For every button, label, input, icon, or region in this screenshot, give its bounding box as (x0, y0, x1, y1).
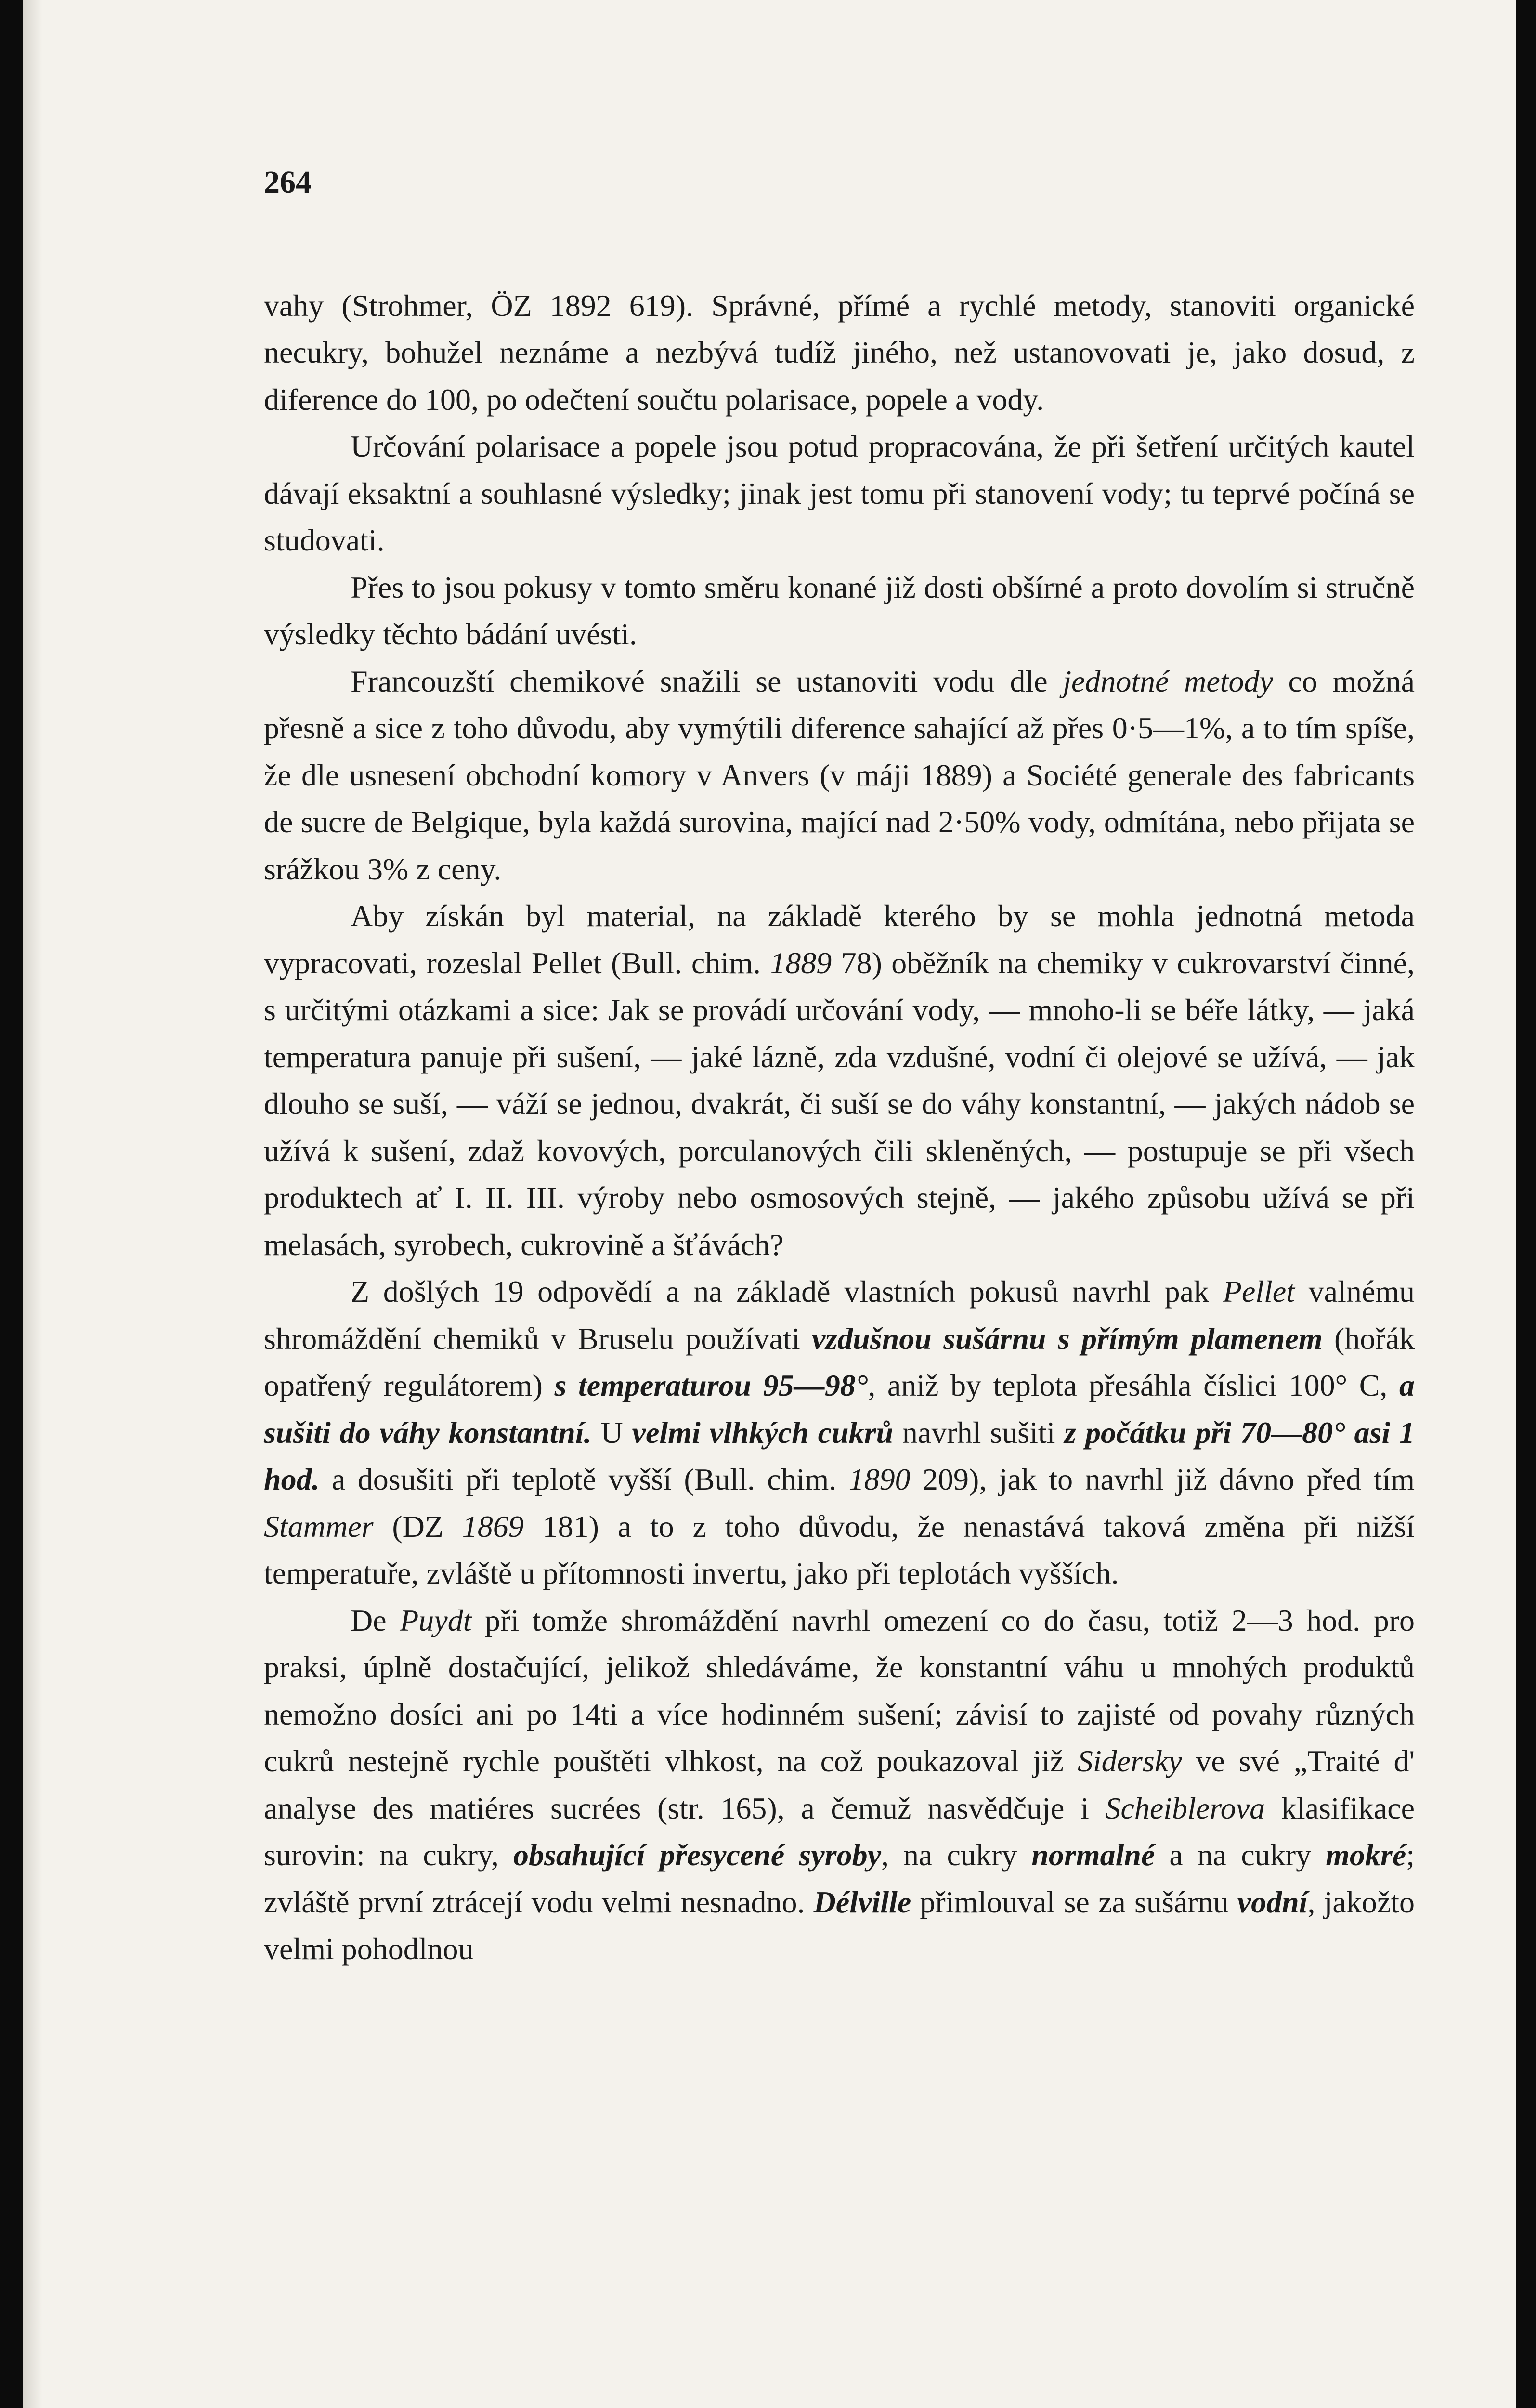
text-run: obsahující přesycené syroby (513, 1838, 881, 1872)
text-run: Délville (813, 1885, 911, 1919)
text-run: Francouzští chemikové snažili se ustanoviti vodu dle (351, 664, 1063, 698)
text-run: 1889 (770, 945, 832, 980)
text-run: vahy (Strohmer, ÖZ 1892 619). Správné, přímé a rychlé metody, stanoviti organické necukry, bohužel neznáme a nezbývá tudíž jiného, než ustanovovati je, jako dosud, z diference do 100, po odečtení součtu polarisace, popele a vody. (264, 288, 1415, 417)
text-run: navrhl sušiti (893, 1415, 1065, 1450)
paragraph-3 (264, 564, 1415, 658)
page-number: 264 (264, 165, 312, 200)
text-run: ; zvláště první ztrácejí vodu velmi nesnadno. (264, 1838, 1415, 1919)
text-run: , aniž by teplota přesáhla číslici 100° C, (868, 1368, 1399, 1402)
paragraph-1 (264, 282, 1415, 423)
text-run: 78) oběžník na chemiky v cukrovarství činné, s určitými otázkami a sice: Jak se provádí určování vody, — mnoho-li se béře látky, — jaká temperatura panuje při sušení, — jaké lázně, zda vzdušné, vodní či olejové se užívá, — jak dlouho se suší, — váží se jednou, dvakrát, či suší se do váhy konstantní, — jakých nádob se užívá k sušení, zdaž kovových, porculanových čili skleněných, — postupuje se při všech produktech ať I. II. III. výroby nebo osmosových stejně, — jakého způsobu užívá se při melasách, syrobech, cukrovině a šťávách? (264, 945, 1415, 1262)
text-run: (hořák opatřený regulátorem) (264, 1321, 1415, 1402)
text-run: mokré (1326, 1838, 1406, 1872)
text-run: 181) a to z toho důvodu, že nenastává taková změna při nižší temperatuře, zvláště u přítomnosti invertu, jako při teplotách vyšších. (264, 1509, 1415, 1590)
text-run: při tomže shromáždění navrhl omezení co do času, totiž 2—3 hod. pro praksi, úplně dostačující, jelikož shledáváme, že konstantní váhu u mnohých produktů nemožno dosíci ani po 14ti a více hodinném sušení; závisí to zajisté od povahy různých cukrů nestejně rychle pouštěti vlhkost, na což poukazoval již (264, 1603, 1415, 1778)
text-run: a na cukry (1155, 1838, 1326, 1872)
text-run: (DZ (373, 1509, 462, 1544)
paragraph-5 (264, 892, 1415, 1268)
text-run: Sidersky (1077, 1744, 1182, 1778)
text-run: s temperaturou 95—98° (554, 1368, 868, 1402)
text-run: Scheiblerova (1105, 1791, 1265, 1825)
text-run: De (351, 1603, 400, 1637)
text-run: valnému shromáždění chemiků v Bruselu používati (264, 1274, 1415, 1356)
text-run: , jakožto velmi pohodlnou (264, 1885, 1415, 1966)
text-run: co možná přesně a sice z toho důvodu, aby vymýtili diference sahající až přes 0·5—1%, a to tím spíše, že dle usnesení obchodní komory v Anvers (v máji 1889) a Société generale des fabricants de sucre de Belgique, byla každá surovina, mající nad 2·50% vody, odmítána, nebo přijata se srážkou 3% z ceny. (264, 664, 1415, 886)
text-run: Pellet (1223, 1274, 1295, 1309)
text-run: Přes to jsou pokusy v tomto směru konané již dosti obšírné a proto dovolím si stručně výsledky těchto bádání uvésti. (264, 570, 1415, 651)
page-text-block (264, 159, 1415, 1973)
text-run: 209), jak to navrhl již dávno před tím (910, 1462, 1415, 1496)
text-run: vodní (1237, 1885, 1308, 1919)
text-run: normalné (1031, 1838, 1155, 1872)
text-run: jednotné metody (1063, 664, 1273, 698)
text-run: 1890 (848, 1462, 911, 1496)
page-edge-shadow (23, 0, 42, 2408)
text-run: ve své „Traité d' analyse des matiéres sucrées (str. 165), a čemuž nasvědčuje i (264, 1744, 1415, 1825)
paragraph-2 (264, 423, 1415, 564)
text-run: Z došlých 19 odpovědí a na základě vlastních pokusů navrhl pak (351, 1274, 1223, 1309)
text-run: , na cukry (881, 1838, 1032, 1872)
text-run: a sušiti do váhy konstantní. (264, 1368, 1415, 1450)
paragraph-7 (264, 1597, 1415, 1973)
text-run: velmi vlhkých cukrů (632, 1415, 894, 1450)
text-run: přimlouval se za sušárnu (911, 1885, 1237, 1919)
book-page (23, 0, 1516, 2408)
text-run: Určování polarisace a popele jsou potud propracována, že při šetření určitých kautel dávají eksaktní a souhlasné výsledky; jinak jest tomu při stanovení vody; tu teprvé počíná se studovati. (264, 429, 1415, 557)
text-run: U (591, 1415, 632, 1450)
text-run: Aby získán byl material, na základě kterého by se mohla jednotná metoda vypracovati, rozeslal Pellet (Bull. chim. (264, 899, 1415, 980)
text-run: 1869 (462, 1509, 524, 1544)
text-run: Puydt (400, 1603, 472, 1637)
text-run: a dosušiti při teplotě vyšší (Bull. chim. (319, 1462, 849, 1496)
text-run: z počátku při 70—80° asi 1 hod. (264, 1415, 1415, 1496)
text-run: vzdušnou sušárnu s přímým plamenem (811, 1321, 1323, 1356)
text-run: Stammer (264, 1509, 374, 1544)
paragraph-4 (264, 658, 1415, 893)
paragraph-6 (264, 1268, 1415, 1597)
text-run: klasifikace surovin: na cukry, (264, 1791, 1415, 1872)
